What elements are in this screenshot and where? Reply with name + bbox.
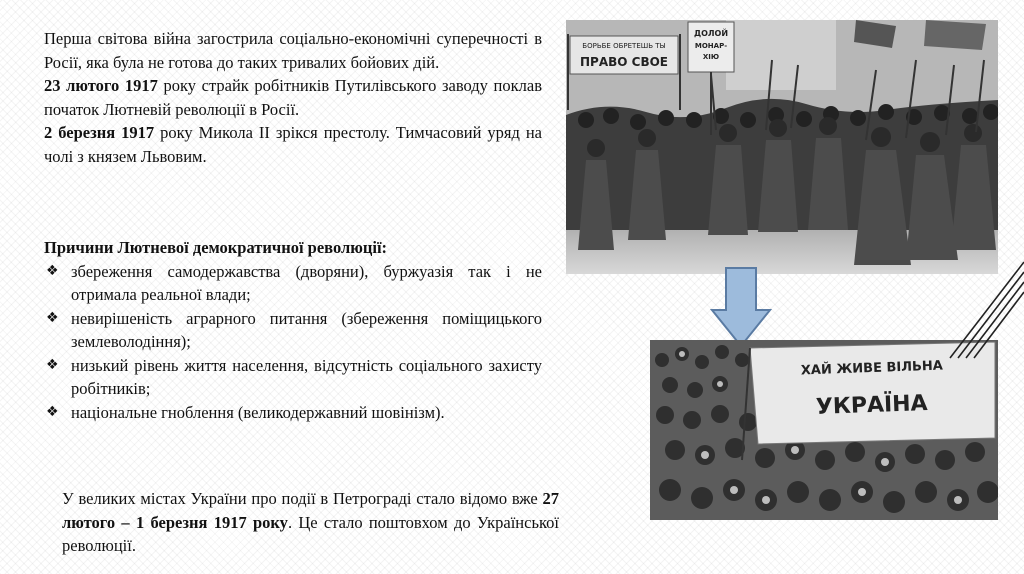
february-revolution-photo (566, 20, 998, 274)
svg-text:БОРЬБЕ ОБРЕТЕШЬ ТЫ: БОРЬБЕ ОБРЕТЕШЬ ТЫ (582, 42, 666, 50)
list-item (44, 401, 542, 425)
cause-text: збереження самодержавства (дворяни), буржуазія так і не отримала реальної влади; (71, 261, 542, 304)
intro-paragraph-3-text: року Микола ІІ зрікся престолу. Тимчасовий уряд на чолі з князем Львовим. (44, 123, 542, 166)
date-mar-2: 2 березня 1917 (44, 123, 155, 142)
list-item (44, 260, 542, 307)
ukraine-text-2: . Це стало поштовхом до Української революції. (62, 512, 559, 555)
intro-paragraph-2-text: року страйк робітників Путилівського заводу поклав початок Лютневій революції в Росії. (44, 76, 542, 119)
down-arrow-icon (710, 266, 772, 348)
diamond-bullet-icon: ❖ (46, 309, 59, 326)
intro-text (44, 27, 542, 168)
intro-paragraph-3 (44, 121, 542, 168)
cause-text: національне гноблення (великодержавний шовінізм). (71, 402, 445, 422)
diamond-bullet-icon: ❖ (46, 262, 59, 279)
list-item (44, 307, 542, 354)
list-item (44, 354, 542, 401)
intro-paragraph-2 (44, 74, 542, 121)
decorative-lines (930, 250, 1024, 430)
date-feb-23: 23 лютого 1917 (44, 76, 158, 95)
intro-paragraph-1: Перша світова війна загострила соціально-економічні суперечності в Росії, яка була не готова до таких тривалих бойових дій. (44, 29, 542, 72)
causes-title: Причини Лютневої демократичної революції: (44, 238, 388, 257)
cause-text: невирішеність аграрного питання (збереження поміщицького землеволодіння); (71, 308, 542, 351)
causes-list (44, 260, 542, 425)
causes-section (44, 236, 542, 424)
svg-text:ПРАВО СВОЕ: ПРАВО СВОЕ (579, 55, 669, 69)
cause-text: низький рівень життя населення, відсутність соціального захисту робітників; (71, 355, 542, 398)
photo1-image (566, 20, 998, 274)
svg-text:ДОЛОЙ: ДОЛОЙ (693, 29, 729, 38)
svg-text:УКРАЇНА: УКРАЇНА (815, 391, 929, 420)
svg-text:МОНАР-: МОНАР- (694, 42, 728, 50)
svg-text:ХІЮ: ХІЮ (702, 53, 720, 61)
diamond-bullet-icon: ❖ (46, 356, 59, 373)
ukraine-text-1: У великих містах України про події в Петрограді стало відомо вже (62, 489, 543, 508)
diamond-bullet-icon: ❖ (46, 403, 59, 420)
svg-text:ХАЙ ЖИВЕ ВІЛЬНА: ХАЙ ЖИВЕ ВІЛЬНА (800, 358, 944, 379)
ukraine-dates: 27 лютого – 1 березня 1917 року (62, 489, 559, 532)
ukraine-paragraph (62, 487, 559, 558)
